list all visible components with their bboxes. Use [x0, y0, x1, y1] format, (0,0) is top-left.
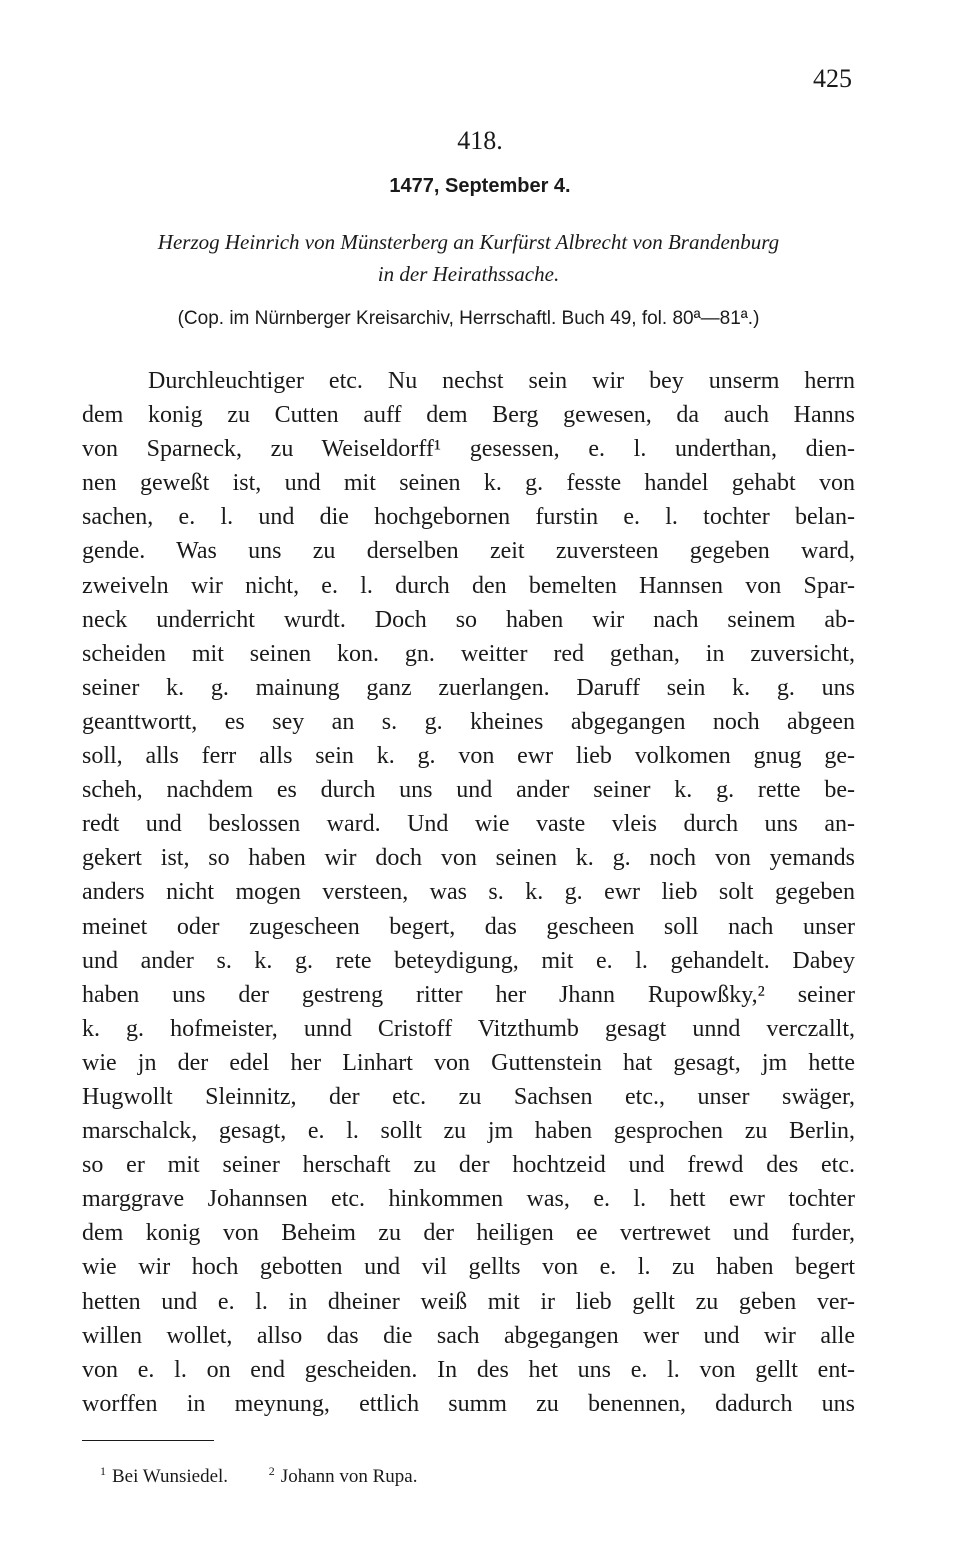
page-number: 425: [813, 64, 852, 93]
letter-body: [82, 364, 855, 1421]
text-line: so er mit seiner herschaft zu der hochtzeid und frewd des etc.: [82, 1152, 855, 1179]
text-line: soll, alls ferr alls sein k. g. von ewr lieb volkomen gnug ge-: [82, 743, 855, 770]
text-line: scheh, nachdem es durch uns und ander seiner k. g. rette be-: [82, 777, 855, 804]
text-line: geanttwortt, es sey an s. g. kheines abgegangen noch abgeen: [82, 708, 855, 735]
document-number: 418.: [457, 126, 503, 155]
footnote-text: Bei Wunsiedel.: [112, 1466, 229, 1488]
text-line: redt und beslossen ward. Und wie vaste vleis durch uns an-: [82, 811, 855, 838]
text-line: sachen, e. l. und die hochgebornen furstin e. l. tochter belan-: [82, 504, 855, 531]
source-citation: (Cop. im Nürnberger Kreisarchiv, Herrschaftl. Buch 49, fol. 80ª—81ª.): [177, 308, 760, 329]
text-line: scheiden mit seinen kon. gn. weitter red gethan, in zuversicht,: [82, 640, 855, 667]
text-line: meinet oder zugescheen begert, das gescheen soll nach unser: [82, 913, 855, 940]
footnote-mark: 1: [100, 1464, 106, 1478]
document-summary: [82, 226, 855, 290]
text-line: neck underricht wurdt. Doch so haben wir nach seinem ab-: [82, 606, 855, 633]
text-line: anders nicht mogen versteen, was s. k. g. ewr lieb solt gegeben: [82, 879, 855, 906]
text-line: hetten und e. l. in dheiner weiß mit ir lieb gellt zu geben ver-: [82, 1288, 855, 1315]
text-line: wie wir hoch gebotten und vil gellts von e. l. zu haben begert: [82, 1254, 855, 1281]
text-line: von e. l. on end gescheiden. In des het uns e. l. von gellt ent-: [82, 1356, 855, 1383]
text-line: willen wollet, allso das die sach abgegangen wer und wir alle: [82, 1322, 855, 1349]
footnote-2: [269, 1466, 418, 1487]
summary-line: Herzog Heinrich von Münsterberg an Kurfürst Albrecht von Brandenburg: [157, 230, 780, 254]
text-line: gekert ist, so haben wir doch von seinen k. g. noch von yemands: [82, 845, 855, 872]
document-date: 1477, September 4.: [389, 175, 571, 197]
text-line: marschalck, gesagt, e. l. sollt zu jm haben gesprochen zu Berlin,: [82, 1118, 855, 1145]
text-line: Hugwollt Sleinnitz, der etc. zu Sachsen etc., unser swäger,: [82, 1083, 855, 1110]
footnotes: [100, 1464, 417, 1488]
text-line: dem konig von Beheim zu der heiligen ee vertrewet und furder,: [82, 1220, 855, 1247]
text-line: wie jn der edel her Linhart von Guttenstein hat gesagt, jm hette: [82, 1049, 855, 1076]
footnote-text: Johann von Rupa.: [280, 1466, 418, 1488]
text-line: von Sparneck, zu Weiseldorff¹ gesessen, e. l. underthan, dien-: [82, 436, 855, 463]
text-line: dem konig zu Cutten auff dem Berg gewesen, da auch Hanns: [82, 402, 855, 429]
text-line: gende. Was uns zu derselben zeit zuversteen gegeben ward,: [82, 538, 855, 565]
text-line: seiner k. g. mainung ganz zuerlangen. Daruff sein k. g. uns: [82, 674, 855, 701]
text-line: worffen in meynung, ettlich summ zu benennen, dadurch uns: [82, 1390, 855, 1417]
text-line: nen geweßt ist, und mit seinen k. g. fesste handel gehabt von: [82, 470, 855, 497]
text-line: zweiveln wir nicht, e. l. durch den bemelten Hannsen von Spar-: [82, 572, 855, 599]
footnote-rule: [82, 1440, 214, 1441]
text-line: haben uns der gestreng ritter her Jhann Rupowßky,² seiner: [82, 981, 855, 1008]
text-line: marggrave Johannsen etc. hinkommen was, e. l. hett ewr tochter: [82, 1186, 855, 1213]
footnote-mark: 2: [268, 1464, 275, 1478]
text-line: k. g. hofmeister, unnd Cristoff Vitzthumb gesagt unnd verczallt,: [82, 1015, 855, 1042]
footnote-1: [100, 1466, 228, 1487]
summary-line: in der Heirathssache.: [377, 262, 560, 286]
text-line: Durchleuchtiger etc. Nu nechst sein wir bey unserm herrn: [148, 368, 855, 394]
text-line: und ander s. k. g. rete beteydigung, mit e. l. gehandelt. Dabey: [82, 947, 855, 974]
